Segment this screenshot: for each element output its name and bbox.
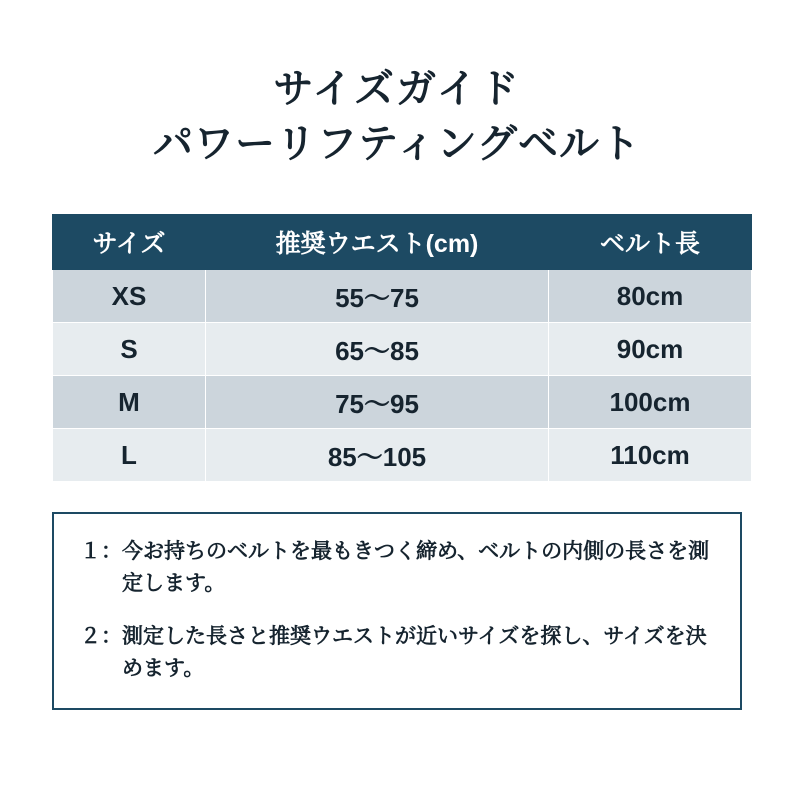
size-table xyxy=(52,214,752,482)
cell-belt: 90cm xyxy=(549,323,752,376)
cell-belt: 100cm xyxy=(549,376,752,429)
instruction-text: 今お持ちのベルトを最もきつく締め、ベルトの内側の長さを測定します。 xyxy=(122,540,710,595)
table-row xyxy=(53,429,752,482)
column-header-waist: 推奨ウエスト(cm) xyxy=(206,215,549,270)
table-row xyxy=(53,376,752,429)
cell-waist: 85〜105 xyxy=(206,429,549,482)
instruction-text: 測定した長さと推奨ウエストが近いサイズを探し、サイズを決めます。 xyxy=(122,625,707,680)
cell-size: L xyxy=(53,429,206,482)
instruction-item xyxy=(80,621,714,684)
page-title xyxy=(52,0,742,172)
cell-waist: 55〜75 xyxy=(206,270,549,323)
column-header-size: サイズ xyxy=(53,215,206,270)
column-header-belt: ベルト長 xyxy=(549,215,752,270)
measurement-instructions xyxy=(52,512,742,710)
cell-waist: 65〜85 xyxy=(206,323,549,376)
cell-size: M xyxy=(53,376,206,429)
cell-size: XS xyxy=(53,270,206,323)
table-row xyxy=(53,270,752,323)
title-line-1: サイズガイド xyxy=(273,67,521,111)
cell-size: S xyxy=(53,323,206,376)
title-line-2: パワーリフティングベルト xyxy=(153,122,641,167)
instruction-item xyxy=(80,536,714,599)
instruction-number: １： xyxy=(80,540,122,564)
table-header-row xyxy=(53,215,752,270)
instruction-number: ２： xyxy=(80,625,122,649)
table-row xyxy=(53,323,752,376)
cell-waist: 75〜95 xyxy=(206,376,549,429)
cell-belt: 80cm xyxy=(549,270,752,323)
cell-belt: 110cm xyxy=(549,429,752,482)
